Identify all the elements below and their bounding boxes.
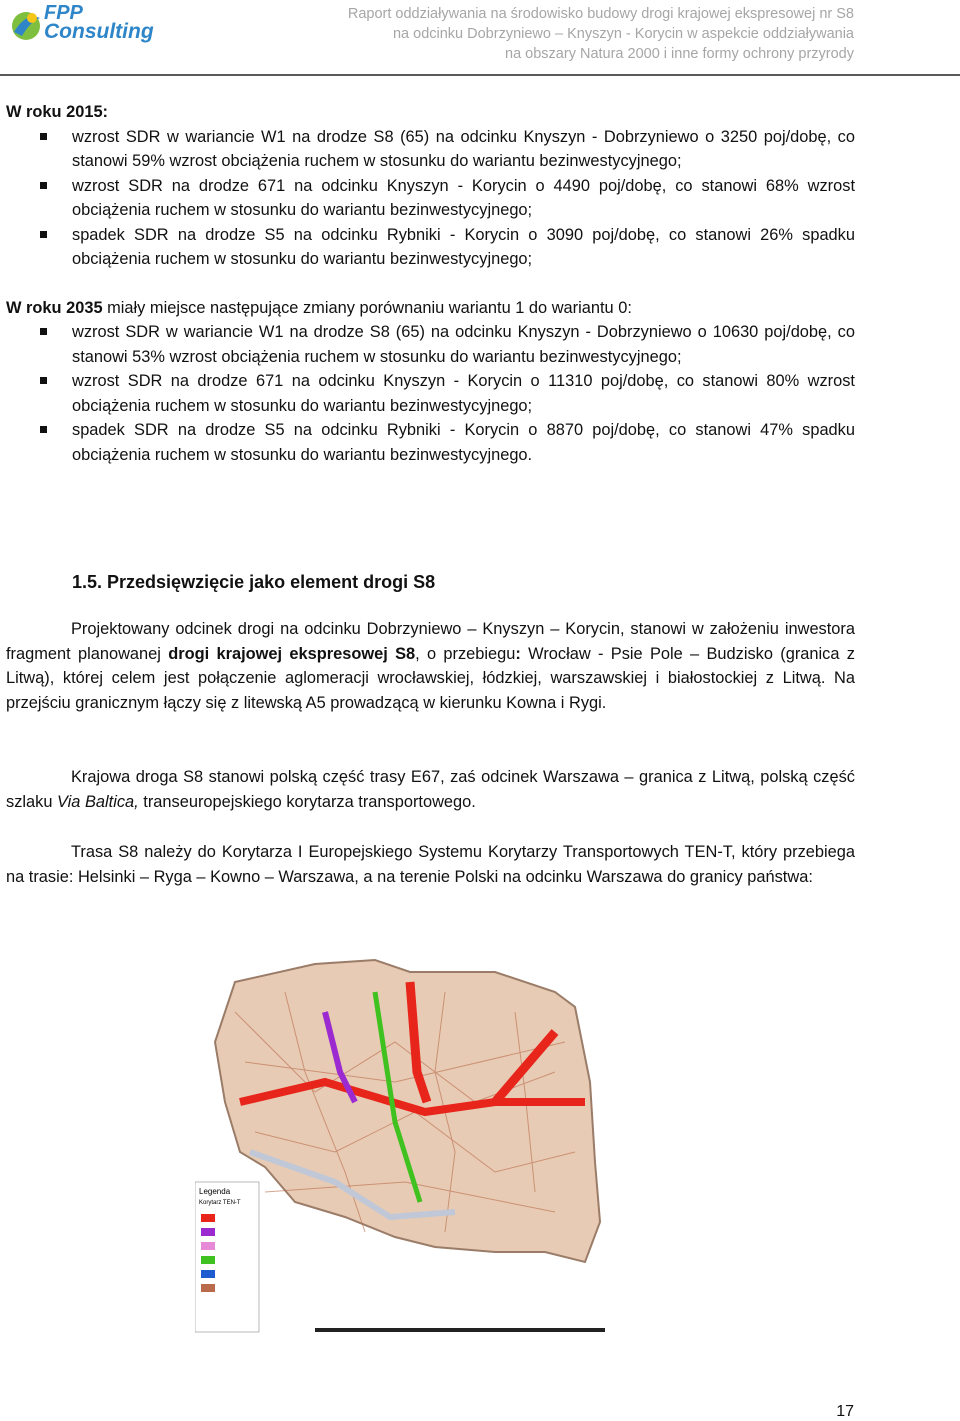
logo-text-fpp: FPP [44,2,83,24]
year-2015-heading: W roku 2015: [6,103,109,121]
logo-text-consulting: Consulting [44,20,154,43]
list-item: spadek SDR na drodze S5 na odcinku Rybniki - Korycin o 3090 poj/dobę, co stanowi 26% spadku obciążenia ruchem w stosunku do wariantu bezinwestycyjnego; [6,223,855,272]
year-2035-heading [6,296,855,321]
legend-swatch-i [201,1214,215,1222]
scale-bar [315,1328,605,1332]
legend-swatch-roads [201,1284,215,1292]
legend-swatch-ii [201,1228,215,1236]
legend-title: Legenda [199,1187,231,1196]
scale-bar-fill [315,1328,605,1332]
legend-swatch-via [201,1270,215,1278]
list-item: wzrost SDR w wariancie W1 na drodze S8 (65) na odcinku Knyszyn - Dobrzyniewo o 3250 poj/dobę, co stanowi 59% wzrost obciążenia ruchem w stosunku do wariantu bezinwestycyjnego; [6,125,855,174]
map-legend [195,1182,259,1332]
section-heading: 1.5. Przedsięwzięcie jako element drogi S8 [72,572,436,592]
legend-swatch-iii [201,1242,215,1250]
paragraph-project-text-e: Wrocław - Psie Pole – Budzisko (granica z Litwą), której celem jest połączenie aglomeracji wrocławskiej, łódzkiej, warszawskiej i białostockiej z Litwą. Na przejściu granicznym łączy się z litewską A5 prowadzącą w kierunku Kowna i Rygi. [6,644,855,712]
list-item: wzrost SDR na drodze 671 na odcinku Knyszyn - Korycin o 4490 poj/dobę, co stanowi 68% wzrost obciążenia ruchem w stosunku do wariantu bezinwestycyjnego; [6,174,855,223]
report-title-line-2: na odcinku Dobrzyniewo – Knyszyn - Korycin w aspekcie oddziaływania [392,26,854,42]
year-2035-label: W roku 2035 [6,298,103,317]
paragraph-project-text-a: Projektowany odcinek drogi na odcinku Dobrzyniewo – Knyszyn – Korycin, stanowi w założeniu inwestora fragment planowanej [6,620,855,663]
paragraph-e67-text-c: transeuropejskiego korytarza transportowego. [138,792,476,811]
legend-subtitle: Korytarz TEN-T [199,1200,241,1206]
fpp-consulting-logo [8,2,168,46]
paragraph-project-text-c: , o przebiegu [415,644,516,663]
year-2035-description: miały miejsce następujące zmiany porównaniu wariantu 1 do wariantu 0: [102,298,632,317]
logo-leaf-icon [8,6,44,42]
list-item: wzrost SDR w wariancie W1 na drodze S8 (65) na odcinku Knyszyn - Dobrzyniewo o 10630 poj/dobę, co stanowi 53% wzrost obciążenia ruchem w stosunku do wariantu bezinwestycyjnego; [6,320,855,369]
paragraph-ten-t [6,840,855,889]
legend-swatch-vi [201,1256,215,1264]
report-title-line-3: na obszary Natura 2000 i inne formy ochrony przyrody [505,46,854,62]
list-item: wzrost SDR na drodze 671 na odcinku Knyszyn - Korycin o 11310 poj/dobę, co stanowi 80% wzrost obciążenia ruchem w stosunku do wariantu bezinwestycyjnego; [6,369,855,418]
paragraph-e67-text-a: Krajowa droga S8 stanowi polską część trasy E67, zaś odcinek Warszawa – granica z Litwą, polską część szlaku [6,768,855,811]
paragraph-ten-t-text: Trasa S8 należy do Korytarza I Europejskiego Systemu Korytarzy Transportowych TEN-T, który przebiega na trasie: Helsinki – Ryga – Kowno – Warszawa, a na terenie Polski na odcinku Warszawa do granicy państwa: [6,843,855,886]
paragraph-project [6,617,855,715]
paragraph-project-colon: : [515,644,521,663]
header-divider [0,74,960,76]
page-number: 17 [836,1403,854,1420]
paragraph-project-bold: drogi krajowej ekspresowej S8 [168,644,416,663]
report-title [348,4,854,64]
ten-t-corridor-map [195,952,615,1338]
paragraph-e67 [6,765,855,814]
list-item: spadek SDR na drodze S5 na odcinku Rybniki - Korycin o 8870 poj/dobę, co stanowi 47% spadku obciążenia ruchem w stosunku do wariantu bezinwestycyjnego. [6,418,855,467]
traffic-changes [6,100,855,467]
report-title-line-1: Raport oddziaływania na środowisko budowy drogi krajowej ekspresowej nr S8 [347,6,854,22]
via-baltica: Via Baltica, [57,792,139,811]
page-header [0,0,960,72]
